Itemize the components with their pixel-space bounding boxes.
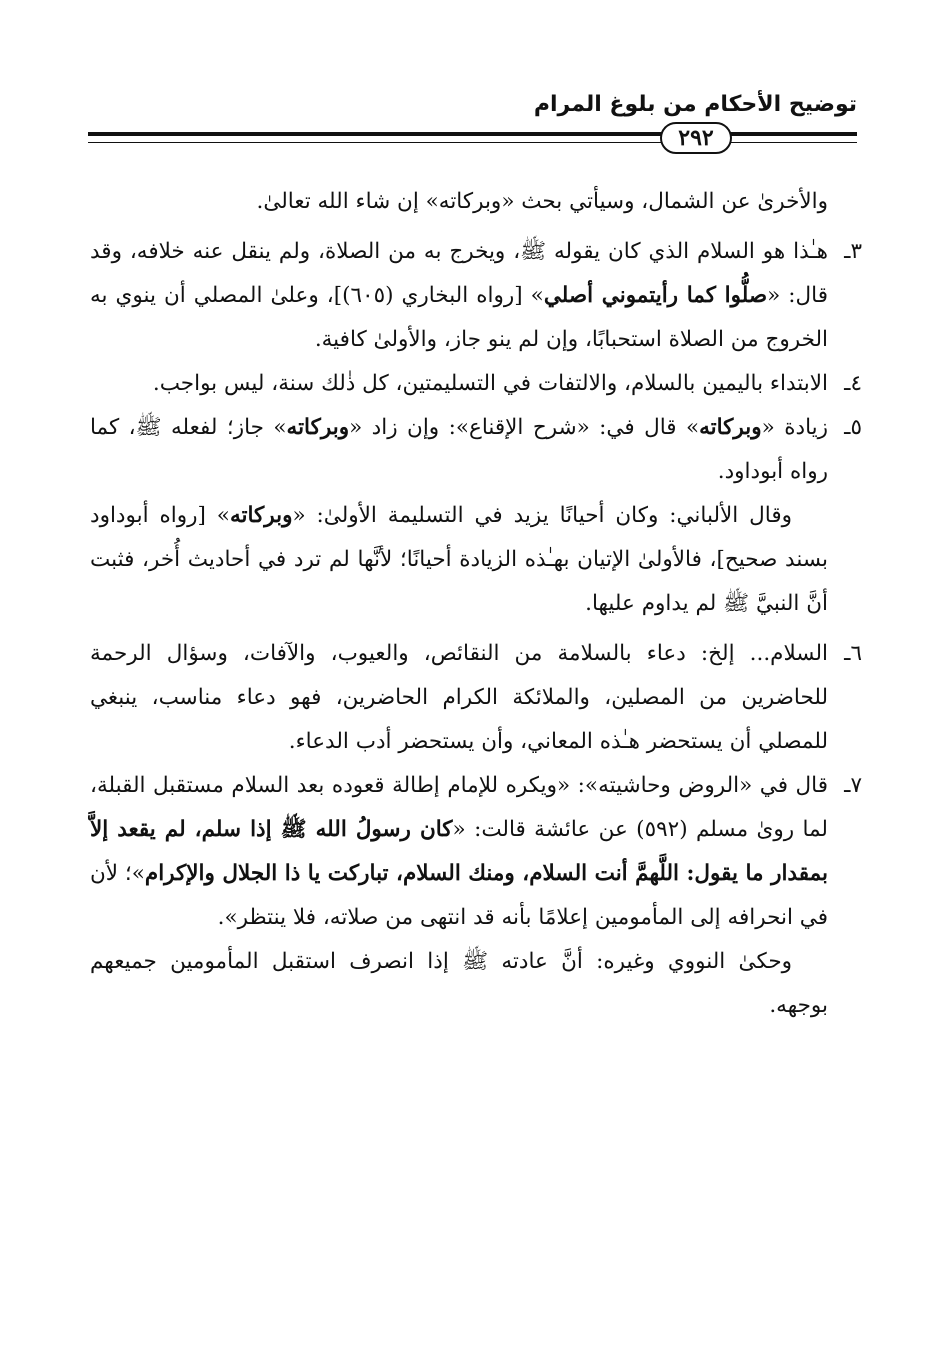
text-run: »؛ لأن في انحرافه إلى المأمومين إعلامًا بأنه قد انتهى من صلاته، فلا ينتظر». xyxy=(90,861,828,930)
item-text xyxy=(90,230,828,362)
list-item-3 xyxy=(90,230,862,362)
text-run: » قال في: «شرح الإقناع»: وإن زاد « xyxy=(349,415,700,440)
list-item-5 xyxy=(90,406,862,494)
bold-term: وبركاته xyxy=(699,415,762,440)
item-text: السلام... إلخ: دعاء بالسلامة من النقائص، والعيوب، والآفات، وسؤال الرحمة للحاضرين من المصلين، والملائكة الكرام الحاضرين، فهو دعاء مناسب، ينبغي للمصلي أن يستحضر هـٰذه المعاني، وأن يستحضر أدب الدعاء. xyxy=(90,641,828,754)
text-run: زيادة « xyxy=(761,415,828,440)
page-number: ٢٩٢ xyxy=(660,122,732,154)
page-body xyxy=(90,180,862,1034)
header-rule-thick xyxy=(88,132,857,136)
text-run: » [رواه أبوداود بسند صحيح]، فالأولىٰ الإتيان بهـٰذه الزيادة أحيانًا؛ لأنَّها لم ترد في أحاديث أُخر، فثبت أنَّ النبيَّ ﷺ لم يداوم عليها. xyxy=(90,503,828,616)
item-text xyxy=(90,764,828,940)
item-number: ٥ـ xyxy=(844,415,862,440)
text-run: قال في «الروض وحاشيته»: «ويكره للإمام إطالة قعوده بعد السلام مستقبل القبلة، لما روىٰ مسلم (٥٩٢) عن عائشة قالت: « xyxy=(90,773,828,842)
item-text xyxy=(90,406,828,494)
bold-term: وبركاته xyxy=(286,415,350,440)
hadith-quote: كان رسولُ الله ﷺ إذا سلم، لم يقعد إلاَّ بمقدار ما يقول: اللَّهمَّ أنت السلام، ومنك السلام، تباركت يا ذا الجلال والإكرام xyxy=(90,817,828,886)
item-number: ٦ـ xyxy=(844,641,862,666)
albani-paragraph xyxy=(90,494,862,626)
list-item-4 xyxy=(90,362,862,406)
bold-term: وبركاته xyxy=(229,503,293,528)
item-number: ٣ـ xyxy=(844,239,862,264)
header-rule-thin xyxy=(88,142,857,143)
nawawi-paragraph: وحكىٰ النووي وغيره: أنَّ عادته ﷺ إذا انصرف استقبل المأمومين جميعهم بوجهه. xyxy=(90,949,828,1018)
text-run: » [رواه البخاري (٦٠٥)]، وعلىٰ المصلي أن ينوي به الخروج من الصلاة استحبابًا، وإن لم ينو جاز، والأولىٰ كافية. xyxy=(90,283,828,352)
continuation-paragraph: والأخرىٰ عن الشمال، وسيأتي بحث «وبركاته» إن شاء الله تعالىٰ. xyxy=(256,189,828,214)
hadith-quote: صلُّوا كما رأيتموني أصلي xyxy=(543,283,768,308)
text-run: هـٰذا هو السلام الذي كان يقوله ﷺ، ويخرج به من الصلاة، ولم ينقل عنه خلافه، وقد قال: « xyxy=(90,239,828,308)
text-run: وقال الألباني: وكان أحيانًا يزيد في التسليمة الأولىٰ: « xyxy=(292,503,792,528)
item-number: ٤ـ xyxy=(844,371,862,396)
list-item-6 xyxy=(90,632,862,764)
item-text: الابتداء باليمين بالسلام، والالتفات في التسليمتين، كل ذٰلك سنة، ليس بواجب. xyxy=(152,371,828,396)
list-item-7 xyxy=(90,764,862,940)
text-run: » جاز؛ لفعله ﷺ، كما رواه أبوداود. xyxy=(90,415,828,484)
item-number: ٧ـ xyxy=(844,773,862,798)
running-title: توضيح الأحكام من بلوغ المرام xyxy=(533,92,857,117)
